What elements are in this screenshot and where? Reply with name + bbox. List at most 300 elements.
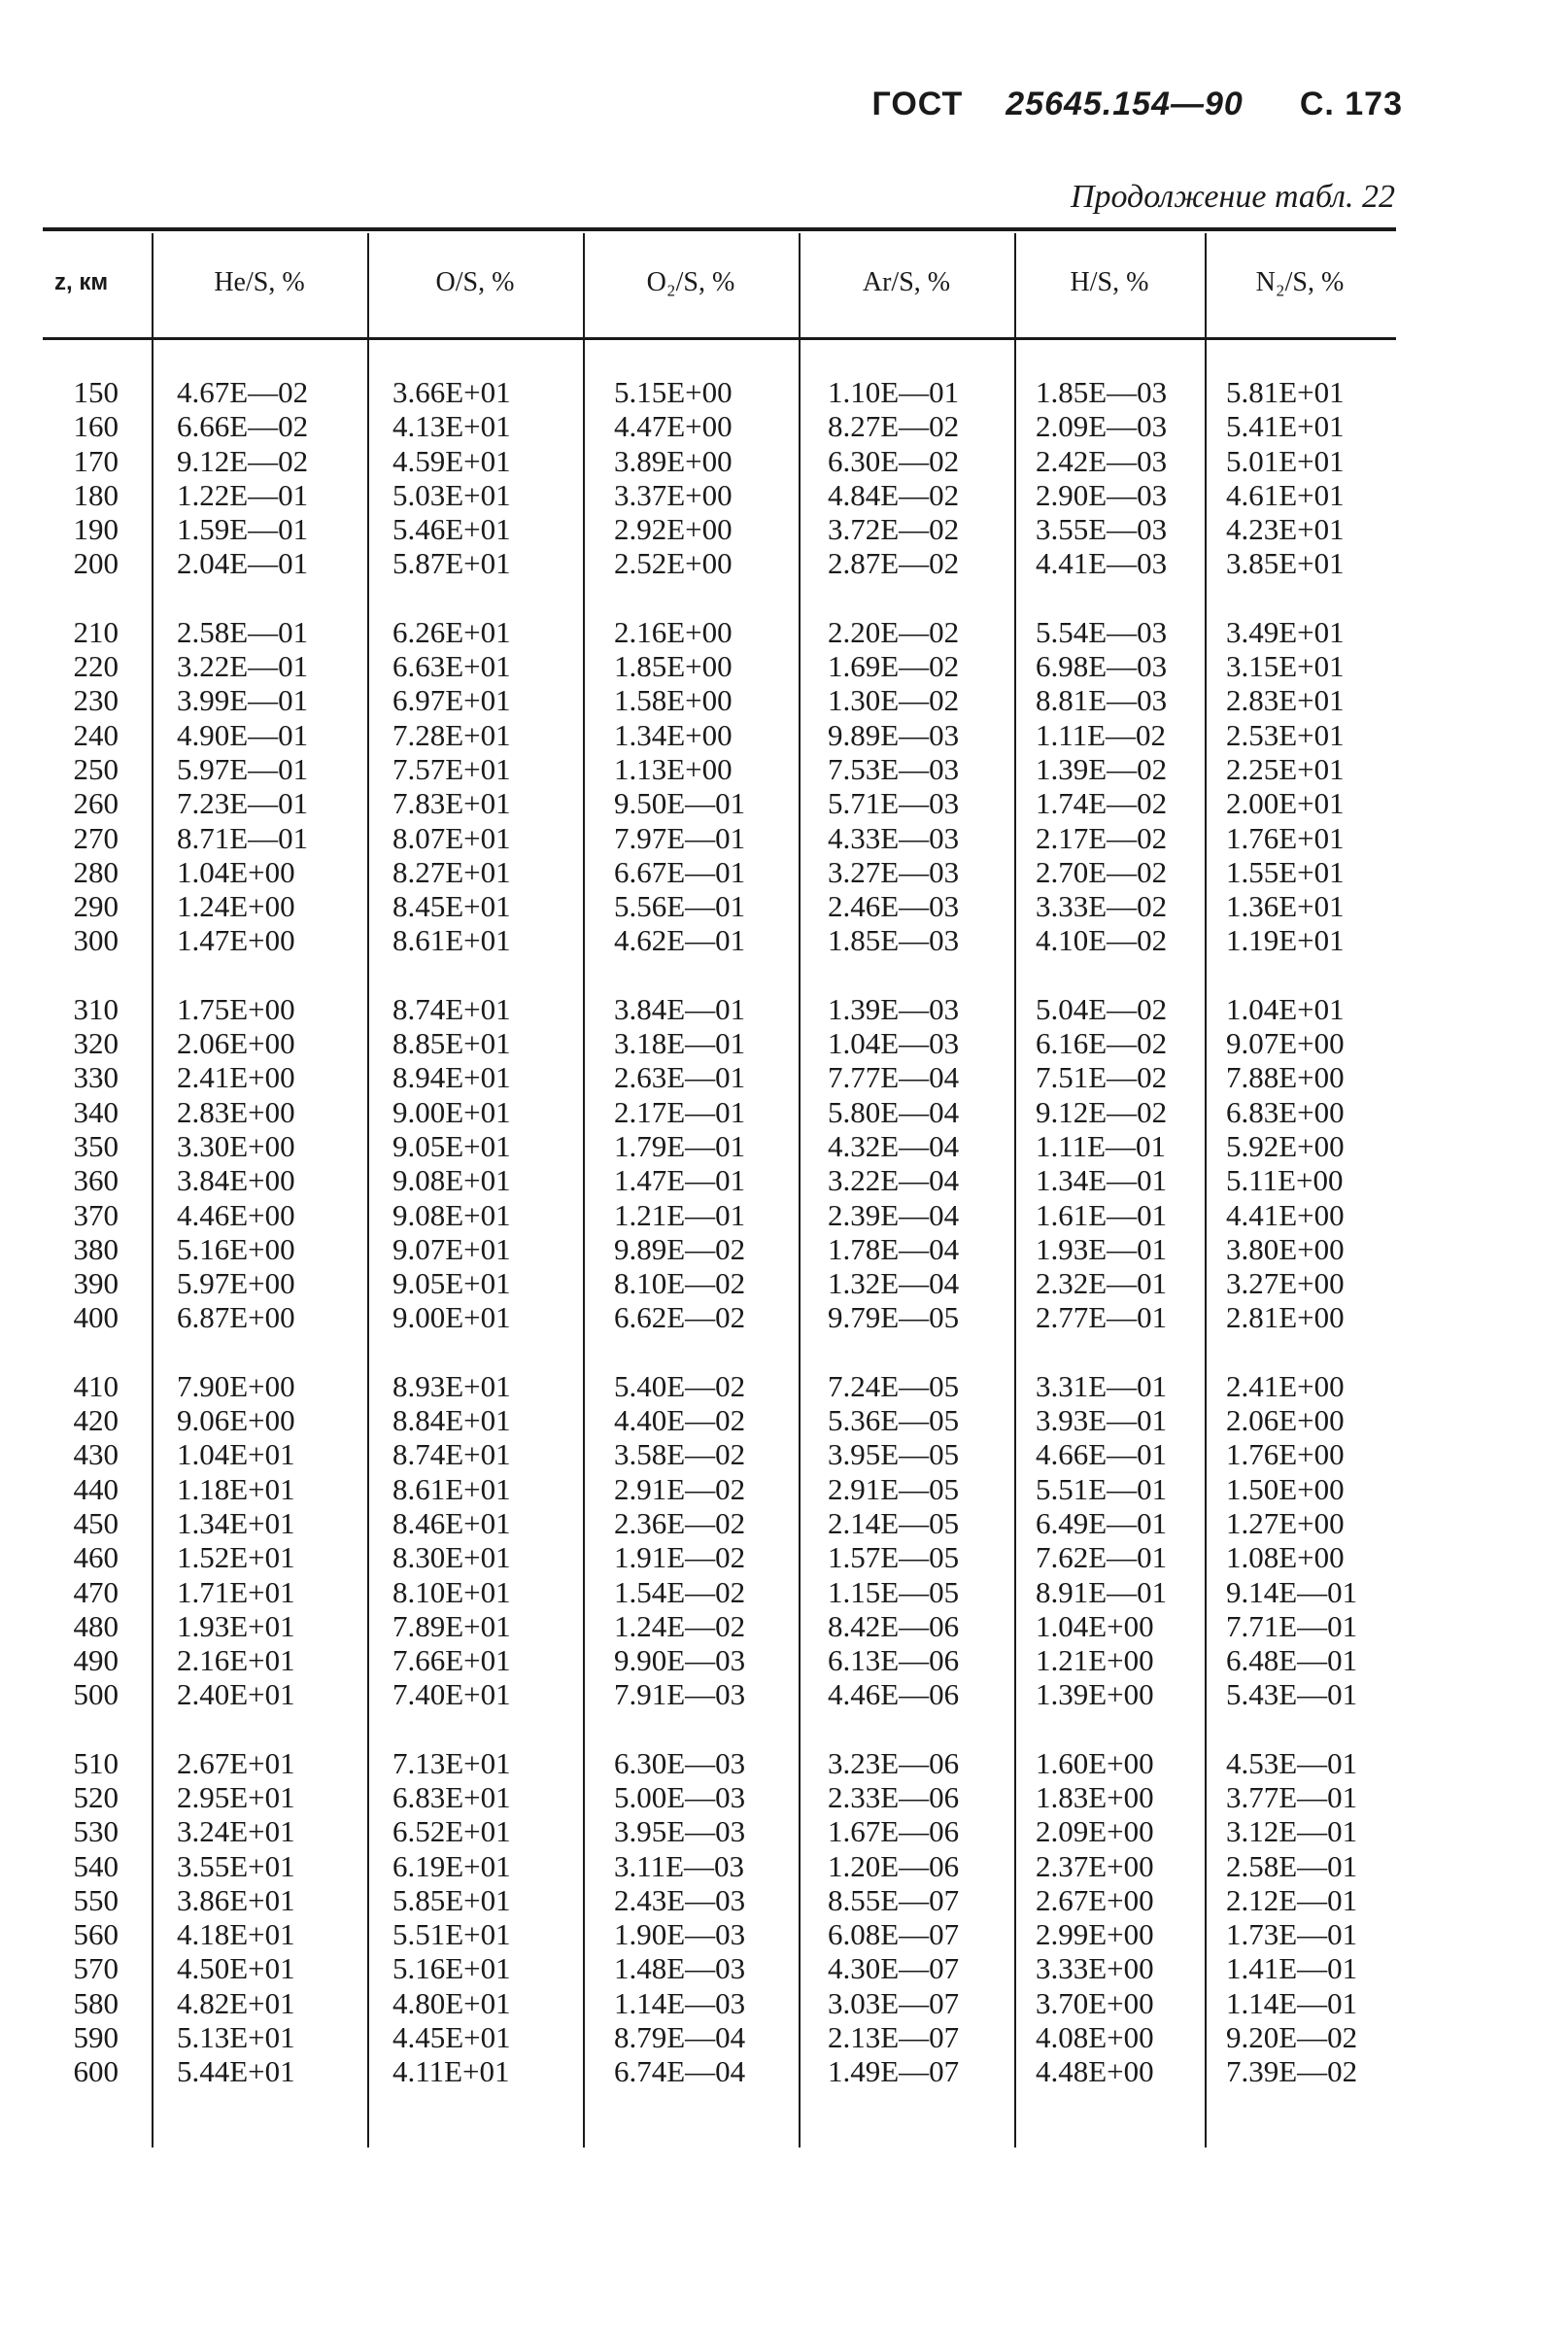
table-cell: 4.40E—02 — [614, 1403, 746, 1438]
table-cell: 2.14E—05 — [828, 1505, 960, 1540]
row-group — [1226, 992, 1396, 1335]
table-cell: 3.66E+01 — [392, 375, 511, 409]
table-cell: 7.91E—03 — [614, 1677, 746, 1712]
table-cell: 1.04E+00 — [177, 854, 295, 889]
table-cell: 1.04E+01 — [177, 1437, 295, 1472]
row-group — [1036, 992, 1201, 1335]
table-cell: 8.10E+01 — [392, 1574, 511, 1609]
table-cell: 3.24E+01 — [177, 1814, 295, 1849]
table-cell: 8.84E+01 — [392, 1403, 511, 1438]
table-cell: 4.18E+01 — [177, 1917, 295, 1952]
table-cell: 3.30E+00 — [177, 1128, 295, 1163]
table-cell: 2.25E+01 — [1226, 751, 1345, 786]
table-cell: 4.90E—01 — [177, 717, 309, 752]
table-cell: 2.32E—01 — [1036, 1266, 1168, 1301]
table-cell: 320 — [73, 1026, 119, 1061]
table-cell: 8.61E+01 — [392, 1471, 511, 1506]
table-cell: 260 — [73, 786, 119, 821]
table-cell: 3.22E—01 — [177, 649, 309, 684]
table-cell: 280 — [73, 854, 119, 889]
table-cell: 500 — [73, 1677, 119, 1712]
table-cell: 6.30E—03 — [614, 1745, 746, 1780]
table-cell: 3.18E—01 — [614, 1026, 746, 1061]
table-cell: 4.62E—01 — [614, 923, 746, 958]
table-cell: 5.56E—01 — [614, 889, 746, 924]
table-cell: 2.67E+00 — [1036, 1882, 1154, 1917]
table-cell: 1.39E—02 — [1036, 751, 1168, 786]
table-cell: 1.54E—02 — [614, 1574, 746, 1609]
table-cell: 6.98E—03 — [1036, 649, 1168, 684]
table-cell: 2.04E—01 — [177, 546, 309, 581]
table-cell: 7.66E+01 — [392, 1643, 511, 1678]
table-column — [614, 375, 779, 2123]
table-cell: 3.37E+00 — [614, 477, 733, 512]
table-cell: 4.30E—07 — [828, 1951, 960, 1986]
row-group — [614, 1369, 779, 1712]
column-divider — [799, 233, 801, 2148]
table-cell: 1.39E+00 — [1036, 1677, 1154, 1712]
table-cell: 1.13E+00 — [614, 751, 733, 786]
table-cell: 250 — [73, 751, 119, 786]
table-cell: 4.61E+01 — [1226, 477, 1345, 512]
row-group — [614, 375, 779, 581]
column-divider — [1205, 233, 1207, 2148]
table-cell: 3.72E—02 — [828, 512, 960, 547]
table-cell: 200 — [73, 546, 119, 581]
table-cell: 8.71E—01 — [177, 820, 309, 855]
table-cell: 7.90E+00 — [177, 1368, 295, 1403]
table-cell: 7.88E+00 — [1226, 1060, 1345, 1095]
table-cell: 220 — [73, 649, 119, 684]
table-cell: 9.89E—02 — [614, 1231, 746, 1266]
table-cell: 1.69E—02 — [828, 649, 960, 684]
table-cell: 5.16E+01 — [392, 1951, 511, 1986]
table-cell: 7.77E—04 — [828, 1060, 960, 1095]
table-cell: 1.50E+00 — [1226, 1471, 1345, 1506]
table-cell: 7.57E+01 — [392, 751, 511, 786]
table-cell: 3.86E+01 — [177, 1882, 295, 1917]
table-cell: 2.77E—01 — [1036, 1300, 1168, 1335]
table-cell: 5.54E—03 — [1036, 614, 1168, 649]
table-cell: 2.17E—02 — [1036, 820, 1168, 855]
table-cell: 1.61E—01 — [1036, 1197, 1168, 1232]
row-group — [392, 615, 567, 958]
table-cell: 6.30E—02 — [828, 443, 960, 478]
table-cell: 5.13E+01 — [177, 2020, 295, 2055]
table-cell: 6.49E—01 — [1036, 1505, 1168, 1540]
table-cell: 9.90E—03 — [614, 1643, 746, 1678]
table-cell: 5.00E—03 — [614, 1779, 746, 1814]
table-cell: 7.62E—01 — [1036, 1540, 1168, 1575]
table-cell: 510 — [73, 1745, 119, 1780]
row-group — [1226, 1746, 1396, 2089]
table-cell: 3.33E+00 — [1036, 1951, 1154, 1986]
table-cell: 8.46E+01 — [392, 1505, 511, 1540]
table-cell: 9.50E—01 — [614, 786, 746, 821]
table-cell: 470 — [73, 1574, 119, 1609]
table-cell: 3.84E+00 — [177, 1163, 295, 1198]
table-cell: 4.47E+00 — [614, 409, 733, 444]
table-cell: 3.11E—03 — [614, 1848, 745, 1883]
table-cell: 7.89E+01 — [392, 1608, 511, 1643]
table-cell: 3.22E—04 — [828, 1163, 960, 1198]
table-cell: 5.51E—01 — [1036, 1471, 1168, 1506]
table-cell: 2.00E+01 — [1226, 786, 1345, 821]
column-header: Ar/S, % — [862, 267, 951, 297]
table-cell: 9.14E—01 — [1226, 1574, 1358, 1609]
table-cell: 2.46E—03 — [828, 889, 960, 924]
table-cell: 5.97E+00 — [177, 1266, 295, 1301]
table-cell: 2.06E+00 — [177, 1026, 295, 1061]
table-cell: 2.40E+01 — [177, 1677, 295, 1712]
table-cell: 6.48E—01 — [1226, 1643, 1358, 1678]
table-cell: 160 — [73, 409, 119, 444]
table-cell: 5.92E+00 — [1226, 1128, 1345, 1163]
table-cell: 1.85E—03 — [1036, 375, 1168, 409]
table-cell: 5.43E—01 — [1226, 1677, 1358, 1712]
table-cell: 4.80E+01 — [392, 1985, 511, 2020]
table-cell: 230 — [73, 683, 119, 718]
table-cell: 6.08E—07 — [828, 1917, 960, 1952]
column-header: z, км — [54, 269, 109, 295]
table-cell: 6.83E+00 — [1226, 1094, 1345, 1129]
table-cell: 7.23E—01 — [177, 786, 309, 821]
table-cell: 530 — [73, 1814, 119, 1849]
table-cell: 5.44E+01 — [177, 2054, 295, 2089]
row-group — [1036, 375, 1201, 581]
table-cell: 2.70E—02 — [1036, 854, 1168, 889]
table-cell: 3.31E—01 — [1036, 1368, 1168, 1403]
table-cell: 4.33E—03 — [828, 820, 960, 855]
table-cell: 3.95E—03 — [614, 1814, 746, 1849]
table-cell: 3.70E+00 — [1036, 1985, 1154, 2020]
table-column — [1036, 375, 1201, 2123]
table-cell: 1.58E+00 — [614, 683, 733, 718]
table-cell: 6.16E—02 — [1036, 1026, 1168, 1061]
table-column — [1226, 375, 1396, 2123]
table-cell: 5.16E+00 — [177, 1231, 295, 1266]
table-cell: 6.83E+01 — [392, 1779, 511, 1814]
table-cell: 5.71E—03 — [828, 786, 960, 821]
table-cell: 3.77E—01 — [1226, 1779, 1358, 1814]
table-cell: 1.04E—03 — [828, 1026, 960, 1061]
table-cell: 1.47E+00 — [177, 923, 295, 958]
table-cell: 1.14E—01 — [1226, 1985, 1358, 2020]
table-cell: 2.83E+01 — [1226, 683, 1345, 718]
table-cell: 1.19E+01 — [1226, 923, 1345, 958]
table-cell: 4.46E—06 — [828, 1677, 960, 1712]
table-cell: 440 — [73, 1471, 119, 1506]
table-cell: 1.22E—01 — [177, 477, 309, 512]
table-cell: 1.34E+01 — [177, 1505, 295, 1540]
row-group — [1226, 615, 1396, 958]
table-cell: 9.06E+00 — [177, 1403, 295, 1438]
table-cell: 2.83E+00 — [177, 1094, 295, 1129]
table-cell: 9.89E—03 — [828, 717, 960, 752]
table-cell: 2.63E—01 — [614, 1060, 746, 1095]
table-cell: 1.78E—04 — [828, 1231, 960, 1266]
table-column — [392, 375, 567, 2123]
table-cell: 4.82E+01 — [177, 1985, 295, 2020]
row-group — [51, 1746, 119, 2089]
table-cell: 1.24E—02 — [614, 1608, 746, 1643]
table-cell: 460 — [73, 1540, 119, 1575]
table-cell: 8.45E+01 — [392, 889, 511, 924]
table-cell: 1.91E—02 — [614, 1540, 746, 1575]
table-cell: 4.13E+01 — [392, 409, 511, 444]
table-cell: 8.27E+01 — [392, 854, 511, 889]
table-cell: 8.55E—07 — [828, 1882, 960, 1917]
table-cell: 150 — [73, 375, 119, 409]
table-cell: 1.34E+00 — [614, 717, 733, 752]
table-cell: 3.85E+01 — [1226, 546, 1345, 581]
table-cell: 1.10E—01 — [828, 375, 960, 409]
table-cell: 330 — [73, 1060, 119, 1095]
table-cell: 2.52E+00 — [614, 546, 733, 581]
table-cell: 1.21E+00 — [1036, 1643, 1154, 1678]
table-cell: 1.48E—03 — [614, 1951, 746, 1986]
table-cell: 2.99E+00 — [1036, 1917, 1154, 1952]
table-cell: 9.05E+01 — [392, 1266, 511, 1301]
table-cell: 1.57E—05 — [828, 1540, 960, 1575]
table-cell: 9.79E—05 — [828, 1300, 960, 1335]
table-cell: 400 — [73, 1300, 119, 1335]
table-cell: 1.39E—03 — [828, 991, 960, 1026]
table-cell: 3.55E—03 — [1036, 512, 1168, 547]
table-cell: 300 — [73, 923, 119, 958]
column-header: O/S, % — [435, 267, 515, 297]
table-cell: 1.83E+00 — [1036, 1779, 1154, 1814]
table-cell: 5.40E—02 — [614, 1368, 746, 1403]
table-cell: 240 — [73, 717, 119, 752]
table-cell: 1.71E+01 — [177, 1574, 295, 1609]
table-cell: 9.08E+01 — [392, 1163, 511, 1198]
row-group — [51, 375, 119, 581]
table-cell: 5.80E—04 — [828, 1094, 960, 1129]
table-cell: 7.40E+01 — [392, 1677, 511, 1712]
table-cell: 390 — [73, 1266, 119, 1301]
table-cell: 8.27E—02 — [828, 409, 960, 444]
table-cell: 2.90E—03 — [1036, 477, 1168, 512]
table-cell: 8.30E+01 — [392, 1540, 511, 1575]
row-group — [392, 1369, 567, 1712]
table-cell: 6.74E—04 — [614, 2054, 746, 2089]
table-cell: 2.87E—02 — [828, 546, 960, 581]
table-cell: 6.67E—01 — [614, 854, 746, 889]
table-cell: 1.24E+00 — [177, 889, 295, 924]
table-cell: 6.87E+00 — [177, 1300, 295, 1335]
table-cell: 180 — [73, 477, 119, 512]
table-cell: 6.63E+01 — [392, 649, 511, 684]
table-cell: 410 — [73, 1368, 119, 1403]
table-cell: 2.06E+00 — [1226, 1403, 1345, 1438]
table-cell: 4.84E—02 — [828, 477, 960, 512]
table-cell: 170 — [73, 443, 119, 478]
table-cell: 7.24E—05 — [828, 1368, 960, 1403]
table-cell: 7.51E—02 — [1036, 1060, 1168, 1095]
table-cell: 5.41E+01 — [1226, 409, 1345, 444]
table-cell: 4.08E+00 — [1036, 2020, 1154, 2055]
table-cell: 6.19E+01 — [392, 1848, 511, 1883]
table-cell: 2.13E—07 — [828, 2020, 960, 2055]
table-cell: 4.48E+00 — [1036, 2054, 1154, 2089]
table-cell: 1.67E—06 — [828, 1814, 960, 1849]
table-cell: 1.18E+01 — [177, 1471, 295, 1506]
table-cell: 9.20E—02 — [1226, 2020, 1358, 2055]
table-cell: 7.83E+01 — [392, 786, 511, 821]
table-cell: 7.53E—03 — [828, 751, 960, 786]
row-group — [51, 992, 119, 1335]
table-cell: 2.37E+00 — [1036, 1848, 1154, 1883]
table-cell: 9.07E+00 — [1226, 1026, 1345, 1061]
table-cell: 1.36E+01 — [1226, 889, 1345, 924]
row-group — [828, 375, 993, 581]
table-cell: 8.81E—03 — [1036, 683, 1168, 718]
table-cell: 1.73E—01 — [1226, 1917, 1358, 1952]
table-cell: 1.11E—01 — [1036, 1128, 1167, 1163]
table-cell: 210 — [73, 614, 119, 649]
table-cell: 450 — [73, 1505, 119, 1540]
table-cell: 8.07E+01 — [392, 820, 511, 855]
table-cell: 8.93E+01 — [392, 1368, 511, 1403]
table-cell: 5.97E—01 — [177, 751, 309, 786]
table-cell: 4.46E+00 — [177, 1197, 295, 1232]
table-cell: 4.32E—04 — [828, 1128, 960, 1163]
table-cell: 420 — [73, 1403, 119, 1438]
table-cell: 580 — [73, 1985, 119, 2020]
row-group — [177, 1369, 342, 1712]
table-cell: 4.11E+01 — [392, 2054, 510, 2089]
column-header: O₂/S, % — [646, 267, 735, 297]
table-cell: 8.79E—04 — [614, 2020, 746, 2055]
row-group — [1036, 615, 1201, 958]
table-caption: Продолжение табл. 22 — [1070, 179, 1395, 215]
table-cell: 5.03E+01 — [392, 477, 511, 512]
table-cell: 3.99E—01 — [177, 683, 309, 718]
table-cell: 8.91E—01 — [1036, 1574, 1168, 1609]
column-divider — [1014, 233, 1016, 2148]
row-group — [51, 615, 119, 958]
table-cell: 2.43E—03 — [614, 1882, 746, 1917]
table-cell: 4.59E+01 — [392, 443, 511, 478]
table-cell: 3.27E+00 — [1226, 1266, 1345, 1301]
row-group — [177, 375, 342, 581]
table-cell: 1.74E—02 — [1036, 786, 1168, 821]
row-group — [614, 1746, 779, 2089]
table-cell: 270 — [73, 820, 119, 855]
table-cell: 4.23E+01 — [1226, 512, 1345, 547]
table-cell: 1.85E—03 — [828, 923, 960, 958]
table-cell: 190 — [73, 512, 119, 547]
table-cell: 6.62E—02 — [614, 1300, 746, 1335]
table-cell: 550 — [73, 1882, 119, 1917]
page-number: С. 173 — [1299, 86, 1403, 122]
row-group — [1036, 1369, 1201, 1712]
table-cell: 1.14E—03 — [614, 1985, 746, 2020]
table-cell: 2.58E—01 — [177, 614, 309, 649]
table-cell: 1.08E+00 — [1226, 1540, 1345, 1575]
column-header: N₂/S, % — [1255, 267, 1345, 297]
table-column — [828, 375, 993, 2123]
table-cell: 590 — [73, 2020, 119, 2055]
table-cell: 3.80E+00 — [1226, 1231, 1345, 1266]
row-group — [392, 375, 567, 581]
table-cell: 2.67E+01 — [177, 1745, 295, 1780]
table-cell: 1.41E—01 — [1226, 1951, 1358, 1986]
row-group — [177, 615, 342, 958]
table-cell: 520 — [73, 1779, 119, 1814]
table-cell: 2.09E—03 — [1036, 409, 1168, 444]
table-cell: 8.85E+01 — [392, 1026, 511, 1061]
table-cell: 1.32E—04 — [828, 1266, 960, 1301]
column-divider — [583, 233, 585, 2148]
table-cell: 4.10E—02 — [1036, 923, 1168, 958]
table-cell: 560 — [73, 1917, 119, 1952]
table-cell: 5.01E+01 — [1226, 443, 1345, 478]
table-cell: 9.12E—02 — [1036, 1094, 1168, 1129]
table-cell: 290 — [73, 889, 119, 924]
table-cell: 5.36E—05 — [828, 1403, 960, 1438]
page-header — [872, 86, 1403, 123]
table-cell: 490 — [73, 1643, 119, 1678]
table-cell: 5.85E+01 — [392, 1882, 511, 1917]
table-cell: 1.59E—01 — [177, 512, 309, 547]
table-cell: 2.81E+00 — [1226, 1300, 1345, 1335]
table-cell: 1.11E—02 — [1036, 717, 1167, 752]
table-cell: 1.76E+01 — [1226, 820, 1345, 855]
table-cell: 570 — [73, 1951, 119, 1986]
table-cell: 1.04E+00 — [1036, 1608, 1154, 1643]
table-cell: 2.58E—01 — [1226, 1848, 1358, 1883]
table-cell: 6.52E+01 — [392, 1814, 511, 1849]
table-cell: 1.20E—06 — [828, 1848, 960, 1883]
table-cell: 600 — [73, 2054, 119, 2089]
table-cell: 6.66E—02 — [177, 409, 309, 444]
table-cell: 7.13E+01 — [392, 1745, 511, 1780]
table-cell: 2.53E+01 — [1226, 717, 1345, 752]
table-cell: 3.15E+01 — [1226, 649, 1345, 684]
table-cell: 3.27E—03 — [828, 854, 960, 889]
table-cell: 2.91E—05 — [828, 1471, 960, 1506]
table-cell: 1.15E—05 — [828, 1574, 960, 1609]
table-cell: 5.15E+00 — [614, 375, 733, 409]
table-cell: 350 — [73, 1128, 119, 1163]
table-cell: 4.41E+00 — [1226, 1197, 1345, 1232]
table-cell: 3.33E—02 — [1036, 889, 1168, 924]
table-cell: 2.20E—02 — [828, 614, 960, 649]
table-cell: 3.95E—05 — [828, 1437, 960, 1472]
column-divider — [367, 233, 369, 2148]
table-cell: 8.42E—06 — [828, 1608, 960, 1643]
table-cell: 5.04E—02 — [1036, 991, 1168, 1026]
row-group — [392, 1746, 567, 2089]
table-cell: 2.16E+01 — [177, 1643, 295, 1678]
table-cell: 3.23E—06 — [828, 1745, 960, 1780]
table-cell: 7.28E+01 — [392, 717, 511, 752]
table-cell: 9.00E+01 — [392, 1300, 511, 1335]
table-cell: 3.93E—01 — [1036, 1403, 1168, 1438]
table-cell: 5.46E+01 — [392, 512, 511, 547]
table-cell: 7.97E—01 — [614, 820, 746, 855]
row-group — [828, 992, 993, 1335]
table-cell: 4.50E+01 — [177, 1951, 295, 1986]
column-header: H/S, % — [1070, 267, 1149, 297]
row-group — [1226, 1369, 1396, 1712]
table-cell: 2.33E—06 — [828, 1779, 960, 1814]
table-cell: 1.49E—07 — [828, 2054, 960, 2089]
table-cell: 1.21E—01 — [614, 1197, 746, 1232]
row-group — [392, 992, 567, 1335]
